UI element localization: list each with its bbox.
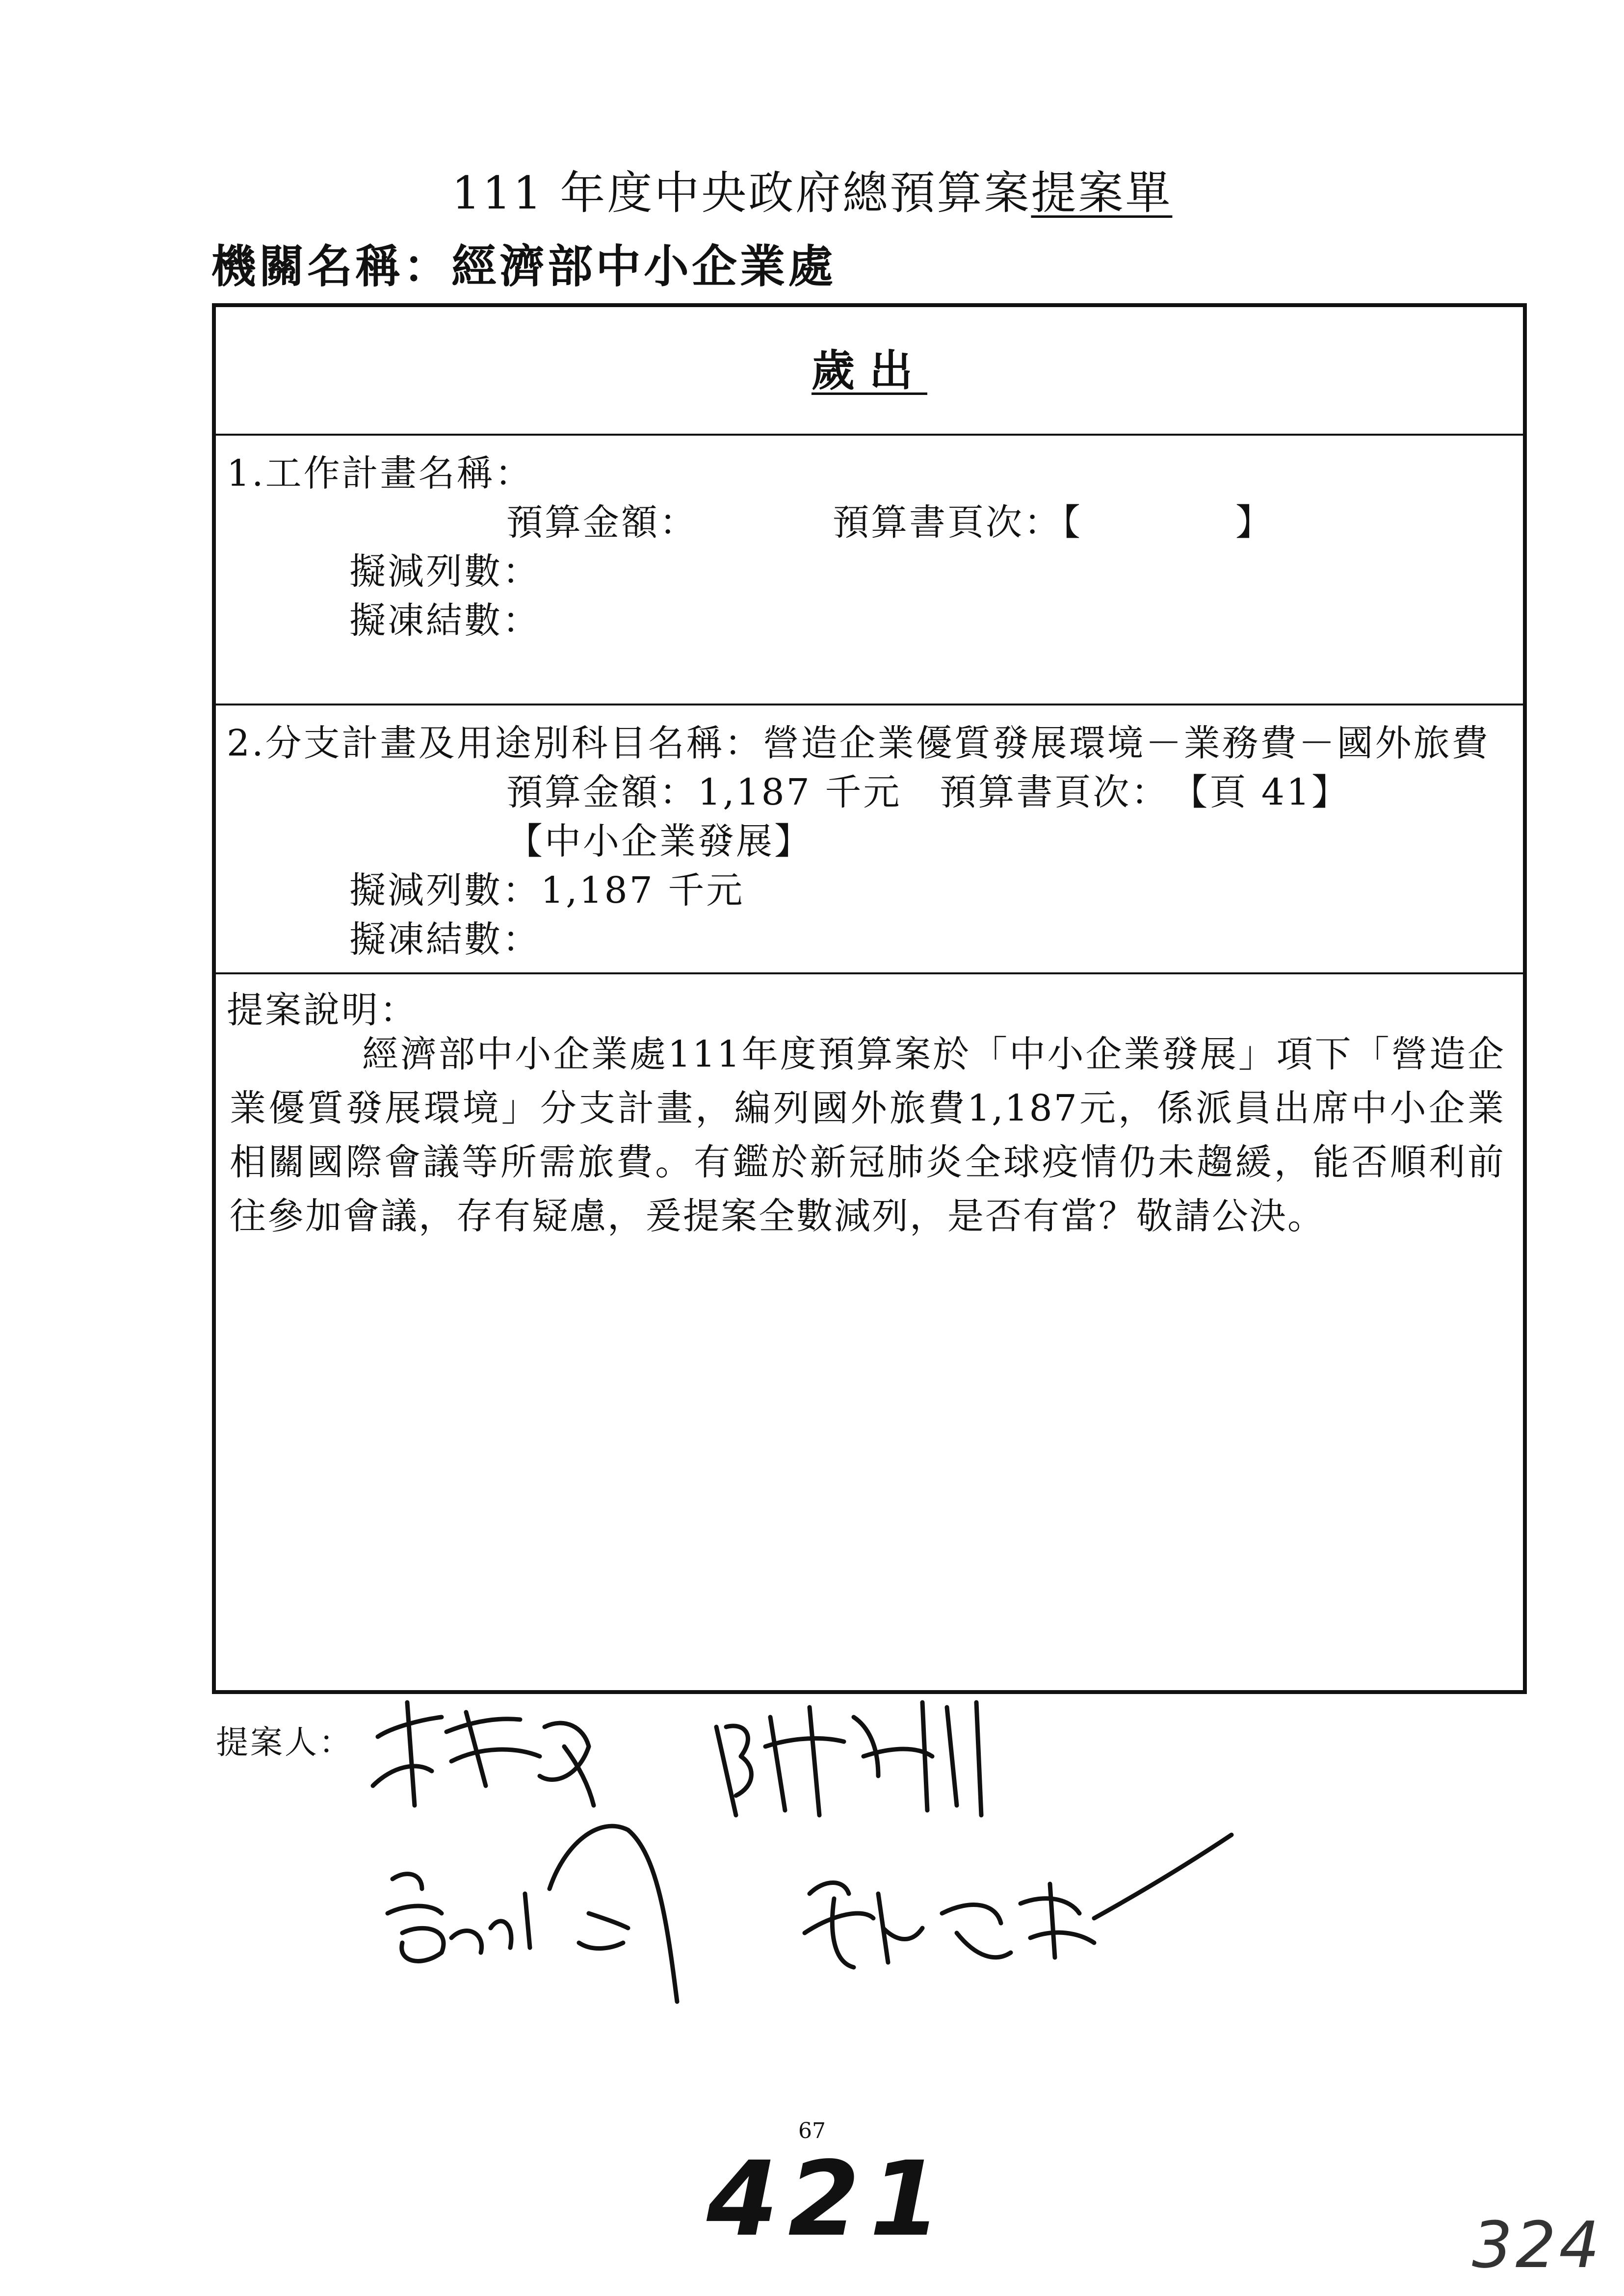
item-2-row — [216, 705, 1523, 974]
item-1-budget: 預算金額： 預算書頁次：【 】 — [506, 501, 1274, 544]
item-1-reduce: 擬減列數： — [349, 550, 541, 593]
title-underlined: 提案單 — [1031, 167, 1173, 219]
handwritten-corner-number: 324 — [1472, 2208, 1603, 2282]
proposal-table — [212, 303, 1527, 1694]
signature-3 — [388, 1826, 677, 2002]
signature-2 — [716, 1702, 981, 1815]
item-2-freeze: 擬凍結數： — [349, 918, 541, 961]
item-2-program: 【中小企業發展】 — [506, 820, 812, 862]
signature-1 — [373, 1702, 594, 1805]
item-1-row — [216, 436, 1523, 705]
proposal-label: 提案說明： — [227, 989, 418, 1031]
item-2-reduce: 擬減列數：1,187 千元 — [349, 869, 745, 912]
item-1-freeze: 擬凍結數： — [349, 600, 541, 642]
signature-4 — [805, 1835, 1231, 1967]
table-header-row — [216, 307, 1523, 436]
agency-name: 機關名稱：經濟部中小企業處 — [211, 240, 837, 293]
proposal-row — [216, 974, 1523, 1691]
document-title — [0, 157, 1624, 222]
page-number: 67 — [798, 2118, 826, 2143]
item-2-name: 2.分支計畫及用途別科目名稱：營造企業優質發展環境－業務費－國外旅費 — [227, 722, 1490, 764]
proposal-text: 經濟部中小企業處111年度預算案於「中小企業發展」項下「營造企業優質發展環境」分支計畫，編列國外旅費1,187元，係派員出席中小企業相關國際會議等所需旅費。有鑑於新冠肺炎全球疫情仍未趨緩，能否順利前往參加會議，存有疑慮，爰提案全數減列，是否有當？敬請公決。 — [230, 1033, 1505, 1237]
handwritten-number: 421 — [707, 2139, 951, 2259]
title-prefix: 111 年度中央政府總預算案 — [451, 167, 1031, 219]
item-2-budget: 預算金額：1,187 千元 預算書頁次： 【頁 41】 — [506, 771, 1350, 813]
item-1-name: 1.工作計畫名稱： — [227, 452, 533, 495]
proposer-label: 提案人： — [216, 1723, 353, 1761]
table-header: 歲出 — [811, 345, 927, 396]
